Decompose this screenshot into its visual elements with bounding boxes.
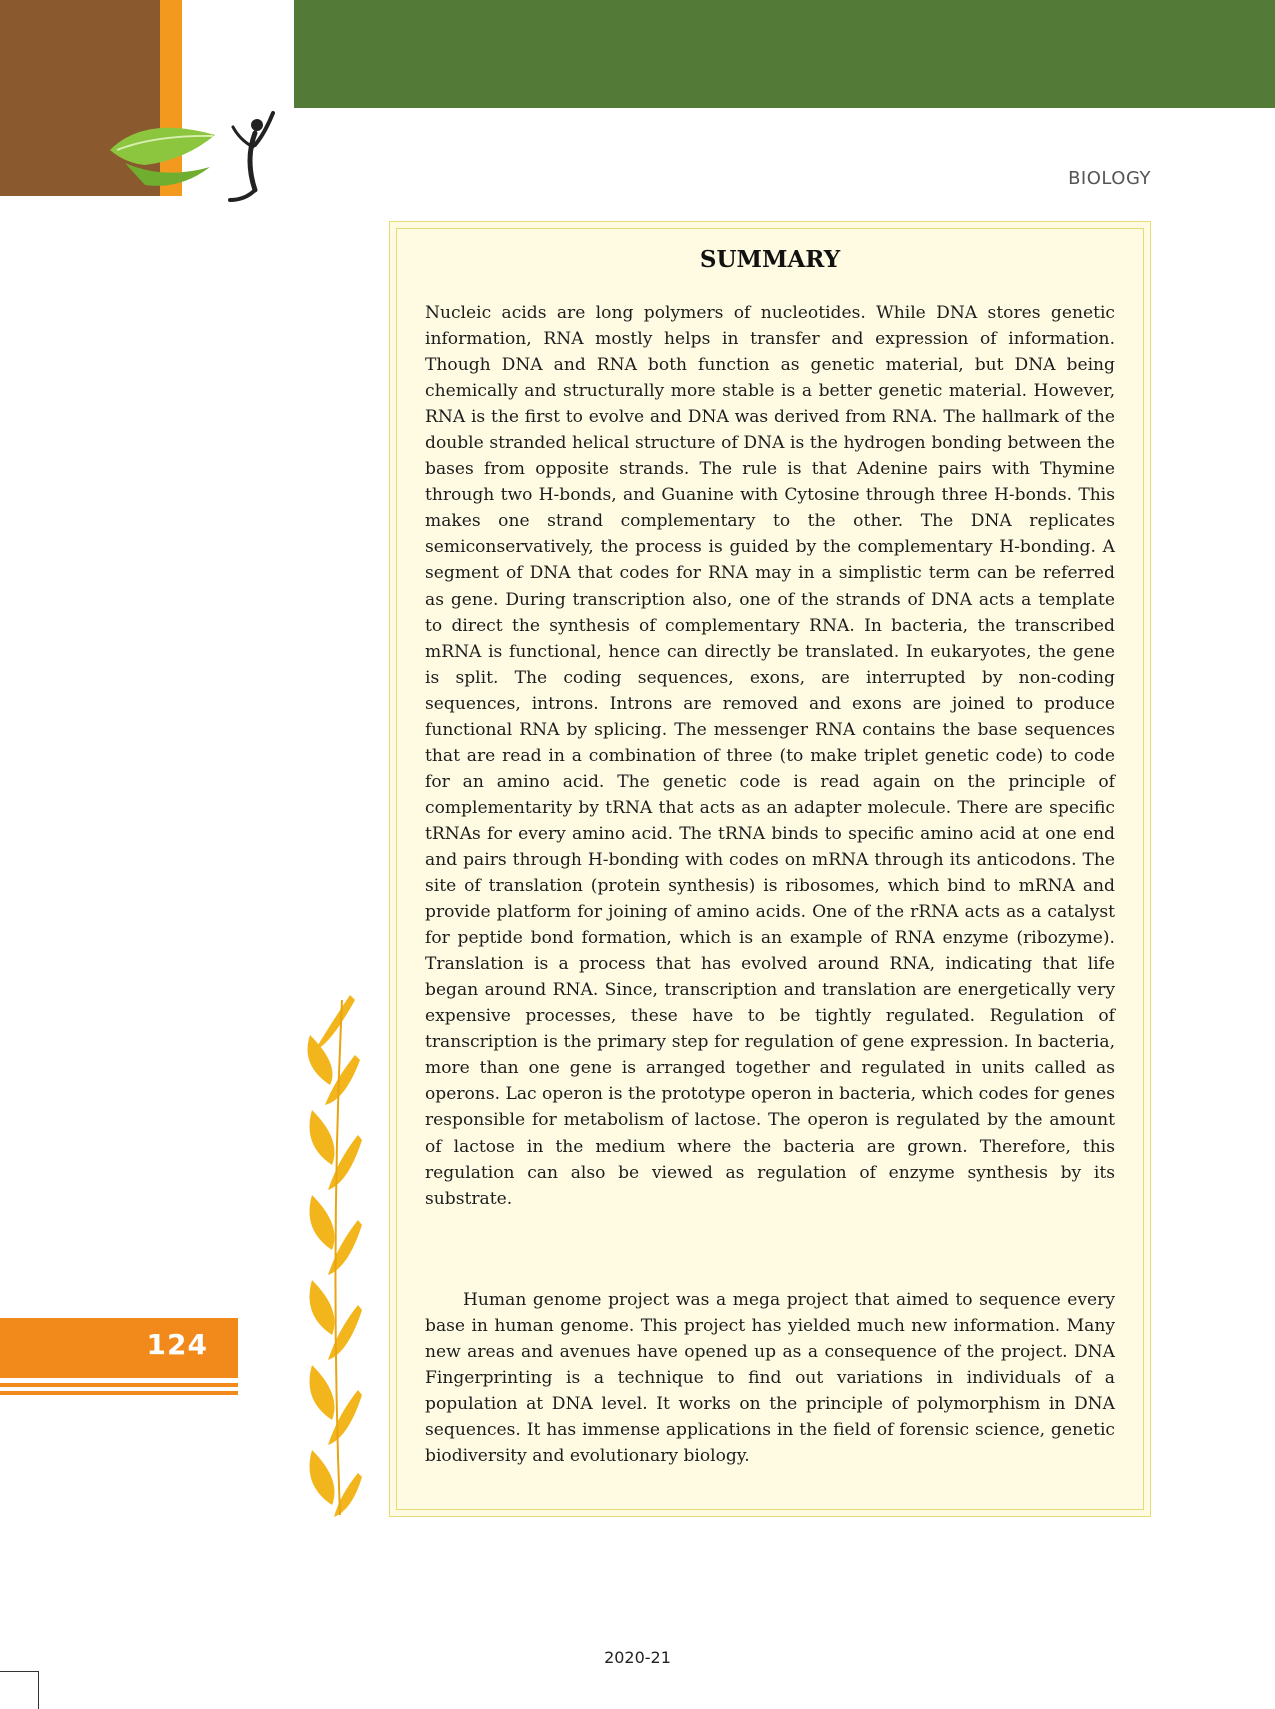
- summary-title: SUMMARY: [699, 246, 841, 273]
- page-number: 124: [146, 1328, 208, 1361]
- crop-mark: [0, 1671, 38, 1672]
- badge-underline: [0, 1391, 238, 1395]
- summary-paragraph: Nucleic acids are long polymers of nucleotides. While DNA stores genetic information, RNA mostly helps in transfer and expression of information. Though DNA and RNA both function as genetic material, but DNA being chemically and structurally more stable is a better genetic material. However, RNA is the first to evolve and DNA was derived from RNA. The hallmark of the double stranded helical structure of DNA is the hydrogen bonding between the bases from opposite strands. The rule is that Adenine pairs with Thymine through two H-bonds, and Guanine with Cytosine through three H-bonds. This makes one strand complementary to the other. The DNA replicates semiconservatively, the process is guided by the complementary H-bonding. A segment of DNA that codes for RNA may in a simplistic term can be referred as gene. During transcription also, one of the strands of DNA acts a template to direct the synthesis of complementary RNA. In bacteria, the transcribed mRNA is functional, hence can directly be translated. In eukaryotes, the gene is split. The coding sequences, exons, are interrupted by non-coding sequences, introns. Introns are removed and exons are joined to produce functional RNA by splicing. The messenger RNA contains the base sequences that are read in a combination of three (to make triplet genetic code) to code for an amino acid. The genetic code is read again on the principle of complementarity by tRNA that acts as an adapter molecule. There are specific tRNAs for every amino acid. The tRNA binds to specific amino acid at one end and pairs through H-bonding with codes on mRNA through its anticodons. The site of translation (protein synthesis) is ribosomes, which bind to mRNA and provide platform for joining of amino acids. One of the rRNA acts as a catalyst for peptide bond formation, which is an example of RNA enzyme (ribozyme). Translation is a process that has evolved around RNA, indicating that life began around RNA. Since, transcription and translation are energetically very expensive processes, these have to be tightly regulated. Regulation of transcription is the primary step for regulation of gene expression. In bacteria, more than one gene is arranged together and regulated in units called as operons. Lac operon is the prototype operon in bacteria, which codes for genes responsible for metabolism of lactose. The operon is regulated by the amount of lactose in the medium where the bacteria are grown. Therefore, this regulation can also be viewed as regulation of enzyme synthesis by its substrate.: [425, 303, 1115, 1209]
- subject-label: BIOLOGY: [1068, 168, 1151, 189]
- leaf-figure-icon: [105, 105, 275, 205]
- badge-underline: [0, 1383, 238, 1387]
- wheat-decoration-icon: [300, 995, 380, 1520]
- summary-box: [389, 221, 1151, 1517]
- crop-mark: [38, 1671, 39, 1709]
- header-green-band: [294, 0, 1275, 108]
- page-number-badge: [0, 1318, 238, 1378]
- summary-paragraph: Human genome project was a mega project that aimed to sequence every base in human genome. This project has yielded much new information. Many new areas and avenues have opened up as a consequence of the project. DNA Fingerprinting is a technique to find out variations in individuals of a population at DNA level. It works on the principle of polymorphism in DNA sequences. It has immense applications in the field of forensic science, genetic biodiversity and evolutionary biology.: [425, 1290, 1115, 1467]
- footer-year: 2020-21: [604, 1648, 671, 1667]
